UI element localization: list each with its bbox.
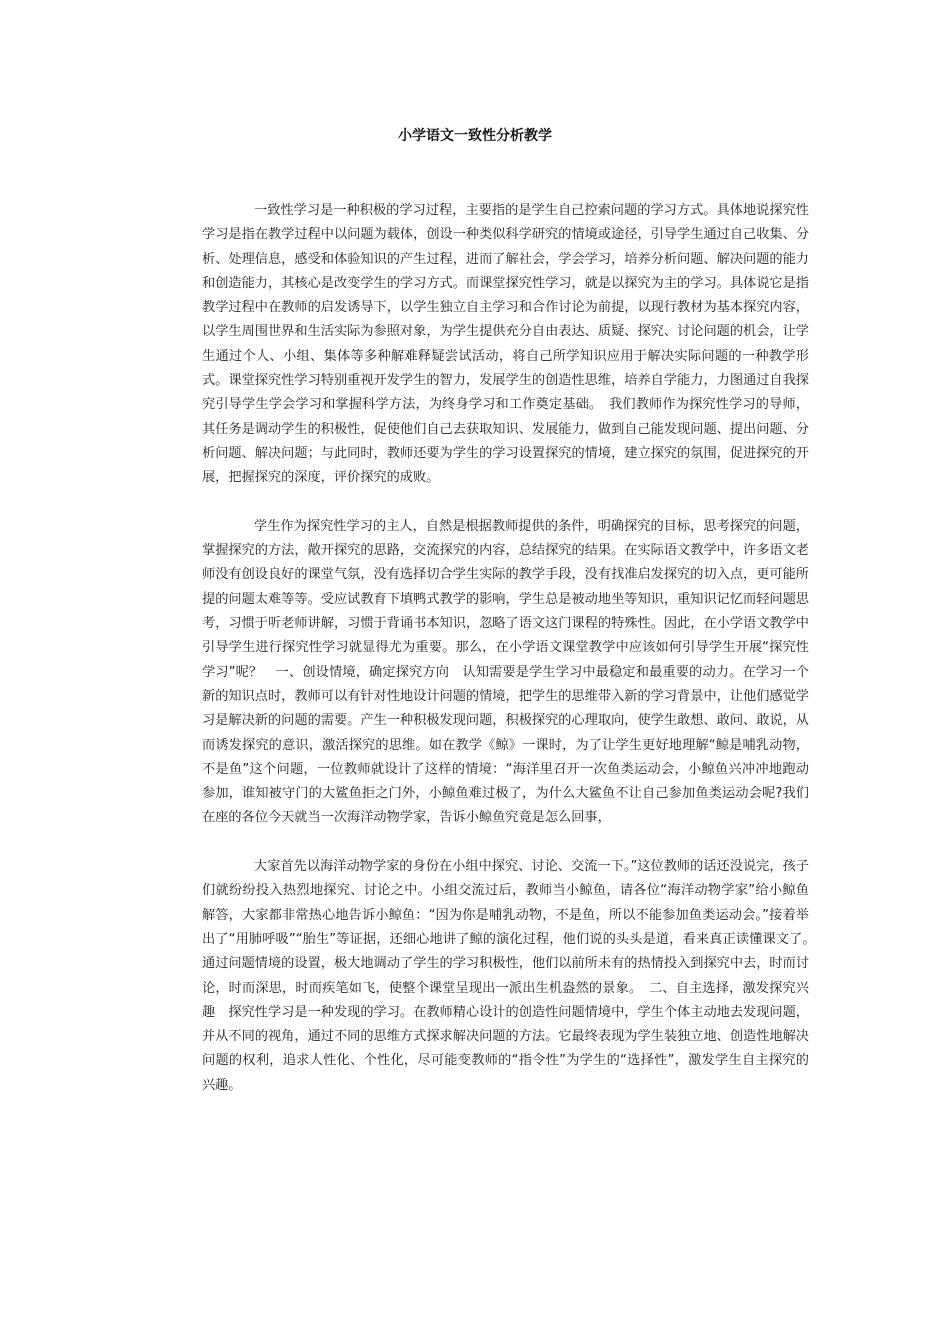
paragraph-3: 大家首先以海洋动物学家的身份在小组中探究、讨论、交流一下。”这位教师的话还没说完，孩子们就纷纷投入热烈地探究、讨论之中。小组交流过后，教师当小鲸鱼，请各位“海洋动物学家”给小鲸鱼解答，大家都非常热心地告诉小鲸鱼：“因为你是哺乳动物，不是鱼，所以不能参加鱼类运动会。”接着举出了“用肺呼吸”“胎生”等证据，还细心地讲了鲸的演化过程，他们说的头头是道，看来真正读懂课文了。 通过问题情境的设置，极大地调动了学生的学习积极性，他们以前所未有的热情投入到探究中去，时而讨论，时而深思，时而疾笔如飞，使整个课堂呈现出一派出生机盎然的景象。 二、自主选择，激发探究兴趣 探究性学习是一种发现的学习。在教师精心设计的创造性问题情境中，学生个体主动地去发现问题，并从不同的视角，通过不同的思维方式探求解决问题的方法。它最终表现为学生装独立地、创造性地解决问题的权利，追求人性化、个性化，尽可能变教师的“指令性”为学生的“选择性”，激发学生自主探究的兴趣。 bbox=[202, 859, 823, 1093]
paragraph-1: 一致性学习是一种积极的学习过程，主要指的是学生自己控索问题的学习方式。具体地说探究性学习是指在教学过程中以问题为载体，创设一种类似科学研究的情境或途径，引导学生通过自己收集、分析、处理信息，感受和体验知识的产生过程，进而了解社会，学会学习，培养分析问题、解决问题的能力和创造能力，其核心是改变学生的学习方式。而课堂探究性学习，就是以探究为主的学习。具体说它是指教学过程中在教师的启发诱导下，以学生独立自主学习和合作讨论为前提，以现行教材为基本探究内容，以学生周围世界和生活实际为参照对象，为学生提供充分自由表达、质疑、探究、讨论问题的机会，让学生通过个人、小组、集体等多种解难释疑尝试活动，将自己所学知识应用于解决实际问题的一种教学形式。课堂探究性学习特别重视开发学生的智力，发展学生的创造性思维，培养自学能力，力图通过自我探究引导学生学会学习和掌握科学方法，为终身学习和工作奠定基础。 我们教师作为探究性学习的导师，其任务是调动学生的积极性，促使他们自己去获取知识、发展能力，做到自己能发现问题、提出问题、分析问题、解决问题；与此同时，教师还要为学生的学习设置探究的情境，建立探究的氛围，促进探究的开展，把握探究的深度，评价探究的成败。 bbox=[202, 203, 809, 486]
document-title: 小学语文一致性分析教学 bbox=[398, 128, 552, 144]
document-body bbox=[202, 199, 823, 1098]
paragraph-2: 学生作为探究性学习的主人，自然是根据教师提供的条件，明确探究的目标，思考探究的问题，掌握探究的方法，敞开探究的思路，交流探究的内容，总结探究的结果。在实际语文教学中，许多语文老师没有创设良好的课堂气氛，没有选择切合学生实际的教学手段，没有找准启发探究的切入点，更可能所提的问题太难等等。受应试教育下填鸭式教学的影响，学生总是被动地坐等知识，重知识记忆而轻问题思考，习惯于听老师讲解，习惯于背诵书本知识，忽略了语文这门课程的特殊性。因此，在小学语文教学中引导学生进行探究性学习就显得尤为重要。那么，在小学语文课堂教学中应该如何引导学生开展“探究性学习”呢？ 一、创设情境，确定探究方向 认知需要是学生学习中最稳定和最重要的动力。在学习一个新的知识点时，教师可以有针对性地设计问题的情境，把学生的思维带入新的学习背景中，让他们感觉学习是解决新的问题的需要。产生一种积极发现问题，积极探究的心理取向，使学生敢想、敢问、敢说，从而诱发探究的意识，激活探究的思维。如在教学《鲸》一课时，为了让学生更好地理解“鲸是哺乳动物，不是鱼”这个问题，一位教师就设计了这样的情境：“海洋里召开一次鱼类运动会，小鲸鱼兴冲冲地跑动参加，谁知被守门的大鲨鱼拒之门外，小鲸鱼难过极了，为什么大鲨鱼不让自己参加鱼类运动会呢?我们在座的各位今天就当一次海洋动物学家，告诉小鲸鱼究竟是怎么回事， bbox=[202, 518, 809, 826]
